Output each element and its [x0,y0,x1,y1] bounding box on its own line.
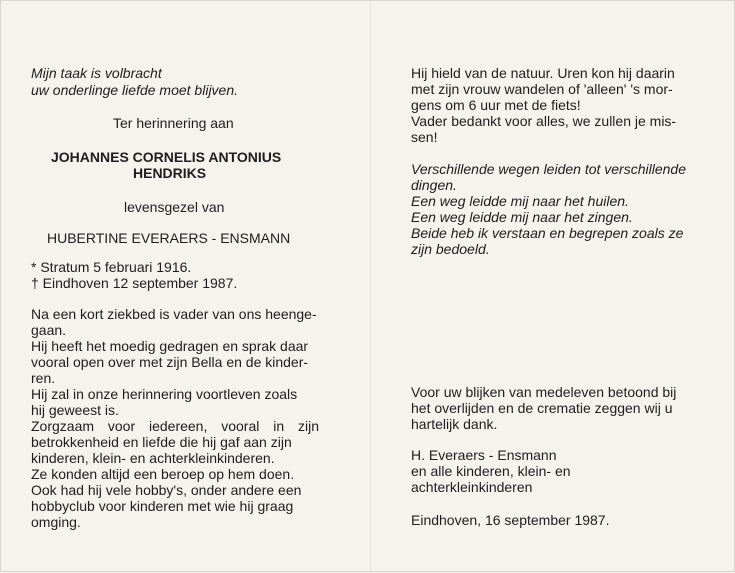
thanks-line: hartelijk dank. [411,416,498,432]
story-line: kinderen, klein- en achterkleinkinderen. [31,450,275,466]
partner-label: levensgezel van [124,199,225,215]
signature-line: H. Everaers - Ensmann [411,447,557,463]
nature-line: Vader bedankt voor alles, we zullen je mis- [411,113,677,129]
card-fold-line [370,1,371,573]
story-line: omging. [31,514,81,530]
poem-line: Beide heb ik verstaan en begrepen zoals ze [411,225,684,241]
story-line: Hij heeft het moedig gedragen en sprak daar [31,338,309,354]
signature-line: en alle kinderen, klein- en [411,463,571,479]
story-line: Ook had hij vele hobby's, onder andere een [31,482,302,498]
story-line: Na een kort ziekbed is vader van ons heenge- [31,306,317,322]
thanks-line: het overlijden en de crematie zeggen wij u [411,400,673,416]
poem-line: dingen. [411,177,457,193]
story-line: ren. [31,370,56,386]
remembrance-text: Ter herinnering aan [113,115,234,131]
motto-line-1: Mijn taak is volbracht [31,65,162,81]
poem-line: Een weg leidde mij naar het zingen. [411,209,633,225]
signature-line: achterkleinkinderen [411,479,533,495]
nature-line: sen! [411,129,438,145]
deceased-name-line-2: HENDRIKS [133,165,207,181]
place-date: Eindhoven, 16 september 1987. [411,512,610,528]
story-line: hobbyclub voor kinderen met wie hij graag [31,498,294,514]
nature-line: Hij hield van de natuur. Uren kon hij daarin [411,65,675,81]
story-line: vooral open over met zijn Bella en de kinder- [31,354,309,370]
poem-line: Een weg leidde mij naar het huilen. [411,193,629,209]
thanks-line: Voor uw blijken van medeleven betoond bij [411,384,677,400]
story-line: hij geweest is. [31,402,119,418]
nature-line: gens om 6 uur met de fiets! [411,97,581,113]
poem-line: zijn bedoeld. [411,241,490,257]
story-line: Zorgzaam voor iedereen, vooral in zijn [31,418,319,434]
nature-line: met zijn vrouw wandelen of 'alleen' 's mor- [411,81,673,97]
birth-line: * Stratum 5 februari 1916. [31,259,192,275]
partner-name: HUBERTINE EVERAERS - ENSMANN [47,230,291,246]
story-line: gaan. [31,322,67,338]
death-line: † Eindhoven 12 september 1987. [31,275,238,291]
poem-line: Verschillende wegen leiden tot verschillende [411,161,686,177]
story-line: Hij zal in onze herinnering voortleven zoals [31,386,298,402]
story-line: Ze konden altijd een beroep op hem doen. [31,466,295,482]
story-line: betrokkenheid en liefde die hij gaf aan zijn [31,434,292,450]
motto-line-2: uw onderlinge liefde moet blijven. [31,82,239,98]
deceased-name-line-1: JOHANNES CORNELIS ANTONIUS [51,149,282,165]
